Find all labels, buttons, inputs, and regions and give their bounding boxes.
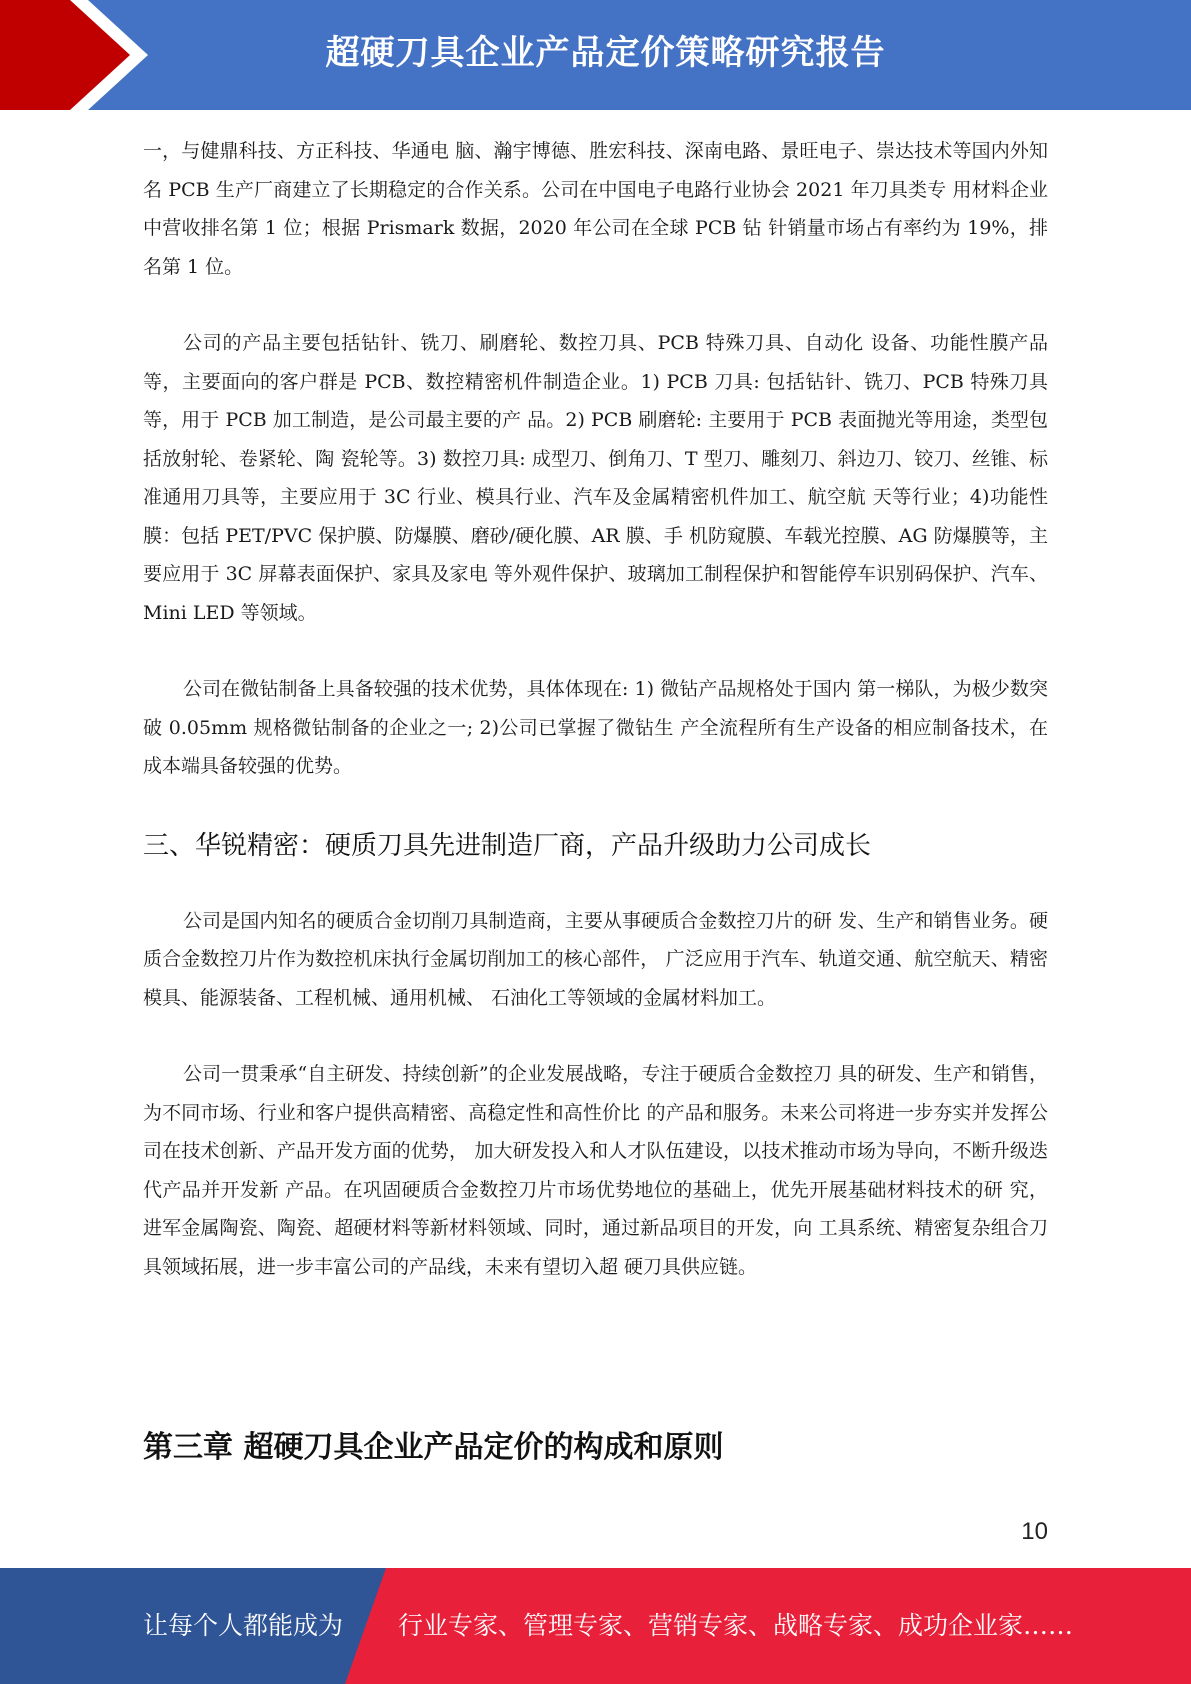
paragraph-3: 公司在微钻制备上具备较强的技术优势，具体体现在: 1) 微钻产品规格处于国内 第一梯队，为极少数突破 0.05mm 规格微钻制备的企业之一; 2)公司已掌握了微钻生 产全流程所有生产设备的相应制备技术，在成本端具备较强的优势。 <box>143 678 1048 777</box>
page-footer <box>0 1568 1191 1684</box>
paragraph-1: 一，与健鼎科技、方正科技、华通电 脑、瀚宇博德、胜宏科技、深南电路、景旺电子、崇达技术等国内外知名 PCB 生产厂商建立了长期稳定的合作关系。公司在中国电子电路行业协会 2021 年刀具类专 用材料企业中营收排名第 1 位；根据 Prismark 数据，2020 年公司在全球 PCB 钻 针销量市场占有率约为 19%，排名第 1 位。 <box>143 140 1048 278</box>
footer-slogan-right: 行业专家、管理专家、营销专家、战略专家、成功企业家…… <box>398 1611 1074 1640</box>
section-heading: 三、华锐精密：硬质刀具先进制造厂商，产品升级助力公司成长 <box>143 830 872 861</box>
chapter-heading: 第三章 超硬刀具企业产品定价的构成和原则 <box>143 1430 724 1465</box>
page-header <box>0 0 1191 110</box>
report-title: 超硬刀具企业产品定价策略研究报告 <box>325 33 886 73</box>
page-number: 10 <box>1021 1518 1048 1545</box>
paragraph-2: 公司的产品主要包括钻针、铣刀、刷磨轮、数控刀具、PCB 特殊刀具、自动化 设备、功能性膜产品等，主要面向的客户群是 PCB、数控精密机件制造企业。1) PCB 刀具: 包括钻针、铣刀、PCB 特殊刀具等，用于 PCB 加工制造，是公司最主要的产 品。2) PCB 刷磨轮: 主要用于 PCB 表面抛光等用途，类型包括放射轮、卷紧轮、陶 瓷轮等。3) 数控刀具: 成型刀、倒角刀、T 型刀、雕刻刀、斜边刀、铰刀、丝锥、标 准通用刀具等，主要应用于 3C 行业、模具行业、汽车及金属精密机件加工、航空航 天等行业；4)功能性膜：包括 PET/PVC 保护膜、防爆膜、磨砂/硬化膜、AR 膜、手 机防窥膜、车载光控膜、AG 防爆膜等，主要应用于 3C 屏幕表面保护、家具及家电 等外观件保护、玻璃加工制程保护和智能停车识别码保护、汽车、Mini LED 等领域。 <box>143 332 1048 624</box>
footer-slogan-left: 让每个人都能成为 <box>143 1611 344 1640</box>
document-body <box>143 132 1048 1286</box>
paragraph-4: 公司是国内知名的硬质合金切削刀具制造商，主要从事硬质合金数控刀片的研 发、生产和销售业务。硬质合金数控刀片作为数控机床执行金属切削加工的核心部件， 广泛应用于汽车、轨道交通、航空航天、精密模具、能源装备、工程机械、通用机械、 石油化工等领域的金属材料加工。 <box>143 909 1048 1009</box>
paragraph-5: 公司一贯秉承“自主研发、持续创新”的企业发展战略，专注于硬质合金数控刀 具的研发、生产和销售，为不同市场、行业和客户提供高精密、高稳定性和高性价比 的产品和服务。未来公司将进一步夯实并发挥公司在技术创新、产品开发方面的优势， 加大研发投入和人才队伍建设，以技术推动市场为导向，不断升级迭代产品并开发新 产品。在巩固硬质合金数控刀片市场优势地位的基础上，优先开展基础材料技术的研 究，进军金属陶瓷、陶瓷、超硬材料等新材料领域、同时，通过新品项目的开发，向 工具系统、精密复杂组合刀具领域拓展，进一步丰富公司的产品线，未来有望切入超 硬刀具供应链。 <box>143 1063 1048 1278</box>
